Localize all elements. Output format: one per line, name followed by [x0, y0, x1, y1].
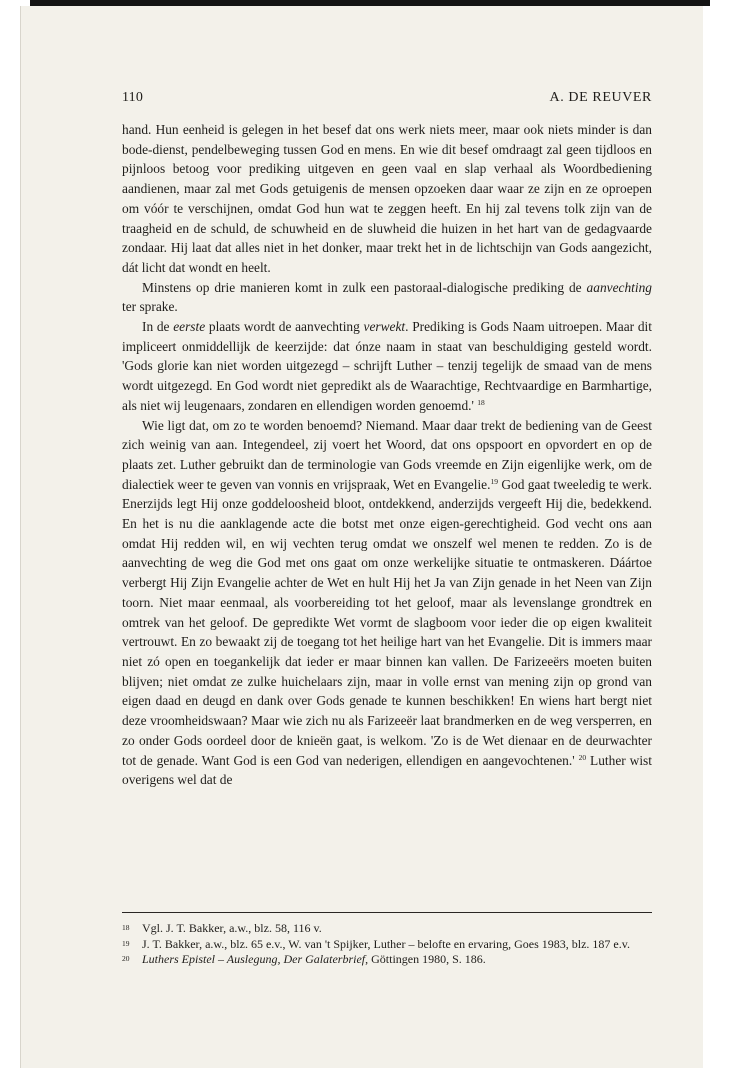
text-run: Minstens op drie manieren komt in zulk een pastoraal-dialogische prediking de	[142, 279, 587, 295]
text-run: hand. Hun eenheid is gelegen in het besef dat ons werk niets meer, maar ook niets minder is dan bode-dienst, pendelbeweging tussen God en mens. En wie dit besef omdraagt zal geen tijdloos en pijnloos betoog voor prediking uitgeven en geen vaal en slap verhaal als Woordbediening aandienen, maar zal met Gods getuigenis de mensen opzoeken daar waar ze zijn en ze oproepen om vóór te verschijnen, omdat God hun wat te zeggen heeft. En hij zal tevens tolk zijn van de traagheid en de schuld, de schuwheid en de sluwheid die huizen in het hart van de gedagvaarde zondaar. Hij laat dat alles niet in het donker, maar trekt het in de lichtschijn van Gods aangezicht, dát licht dat wondt en heelt.	[122, 122, 652, 275]
text-run: . Prediking is Gods Naam uitroepen. Maar dit impliceert onmiddellijk de keerzijde: dat ónze naam in staat van beschuldiging gesteld wordt. 'Gods glorie kan niet worden uitgezegd – schrijft Luther – tenzij tegelijk de smaad van de mens wordt uitgezegd. En God wordt niet gepredikt als de Waarachtige, Rechtvaardige en Barmhartige, als niet wij leugenaars, zondaren en ellendigen worden genoemd.'	[122, 319, 652, 413]
text-run: J. T. Bakker, a.w., blz. 65 e.v., W. van 't Spijker, Luther – belofte en ervaring, Goes 1983, blz. 187 e.v.	[142, 936, 630, 951]
italic-text: eerste	[173, 319, 206, 335]
text-run: Luther wist overigens wel dat de	[122, 752, 652, 788]
footnote-rule	[122, 912, 652, 913]
footnote-text	[142, 937, 630, 951]
italic-text: verwekt	[363, 319, 406, 335]
footnote-text	[142, 952, 486, 966]
footnote-ref: 19	[490, 476, 498, 486]
footnote	[122, 921, 652, 937]
paragraph	[122, 317, 652, 416]
footnote-ref: 18	[477, 397, 485, 407]
text-run: Wie ligt dat, om zo te worden benoemd? Niemand. Maar daar trekt de bediening van de Geest zich weinig van aan. Integendeel, zij voert het Woord, dat ons opspoort en opvordert en op de plaats zet. Luther gebruikt dan de terminologie van Gods vreemde en Zijn eigenlijke werk, om de dialectiek weer te geven van vonnis en vrijspraak, Wet en Evangelie.	[122, 417, 652, 492]
text-run: , Göttingen 1980, S. 186.	[365, 952, 486, 967]
page-number: 110	[122, 90, 144, 105]
text-run: In de	[142, 319, 174, 335]
footnotes	[122, 921, 652, 968]
text-run: God gaat tweeledig te werk. Enerzijds legt Hij onze goddeloosheid bloot, ontdekkend, anderzijds vergeeft Hij die, bedekkend. En het is nu die aanklagende acte die botst met onze eigen-gerechtigheid. God vecht ons aan omdat Hij redden wil, en wij vechten terug omdat we onszelf wel menen te redden. Zo is de aanvechting de weg die God met ons gaat om onze werkelijke situatie te ontmaskeren. Dáártoe verbergt Hij Zijn Evangelie achter de Wet en hult Hij het Ja van Zijn genade in het Neen van Zijn toorn. Niet maar eenmaal, als voorbereiding tot het geloof, maar als levenslange grondtrek en omtrek van het geloof. De gepredikte Wet vormt de slagboom voor ieder die op eigen kwaliteit vertrouwt. En zo bewaakt zij de toegang tot het heilige hart van het Evangelie. Dit is immers maar niet zó open en toegankelijk dat ieder er maar binnen kan vallen. De Farizeeërs moeten buiten blijven; niet omdat ze zulke huichelaars zijn, maar in volle ernst van mening zijn op grond van eigen daad en deugd en dank over Gods genade te kunnen beschikken! En wiens hart bergt niet deze vroomheidswaan? Maar wie zich nu als Farizeeër laat brandmerken en de weg versperren, en zo onder Gods oordeel door de knieën gaat, is welkom. 'Zo is de Wet dienaar en de deurwachter tot de genade. Want God is een God van nederigen, ellendigen en aangevochtenen.'	[122, 476, 653, 768]
paragraph	[122, 278, 652, 317]
running-head-author: A. DE REUVER	[549, 90, 652, 105]
text-run: plaats wordt de aanvechting	[205, 319, 364, 335]
footnote	[122, 952, 652, 968]
footnote-number: 19	[122, 938, 130, 948]
footnote-text	[142, 921, 322, 935]
paragraph	[122, 120, 652, 278]
italic-text: aanvechting	[586, 279, 652, 295]
text-run: Vgl. J. T. Bakker, a.w., blz. 58, 116 v.	[142, 921, 322, 935]
text-run: ter sprake.	[122, 299, 178, 315]
footnote-number: 18	[122, 923, 130, 932]
italic-text: Luthers Epistel – Auslegung, Der Galaterbrief	[142, 952, 366, 967]
footnote-number: 20	[122, 954, 130, 964]
footnote-ref: 20	[578, 752, 587, 762]
body-text	[122, 120, 652, 790]
paragraph	[122, 416, 652, 790]
footnote	[122, 937, 652, 953]
